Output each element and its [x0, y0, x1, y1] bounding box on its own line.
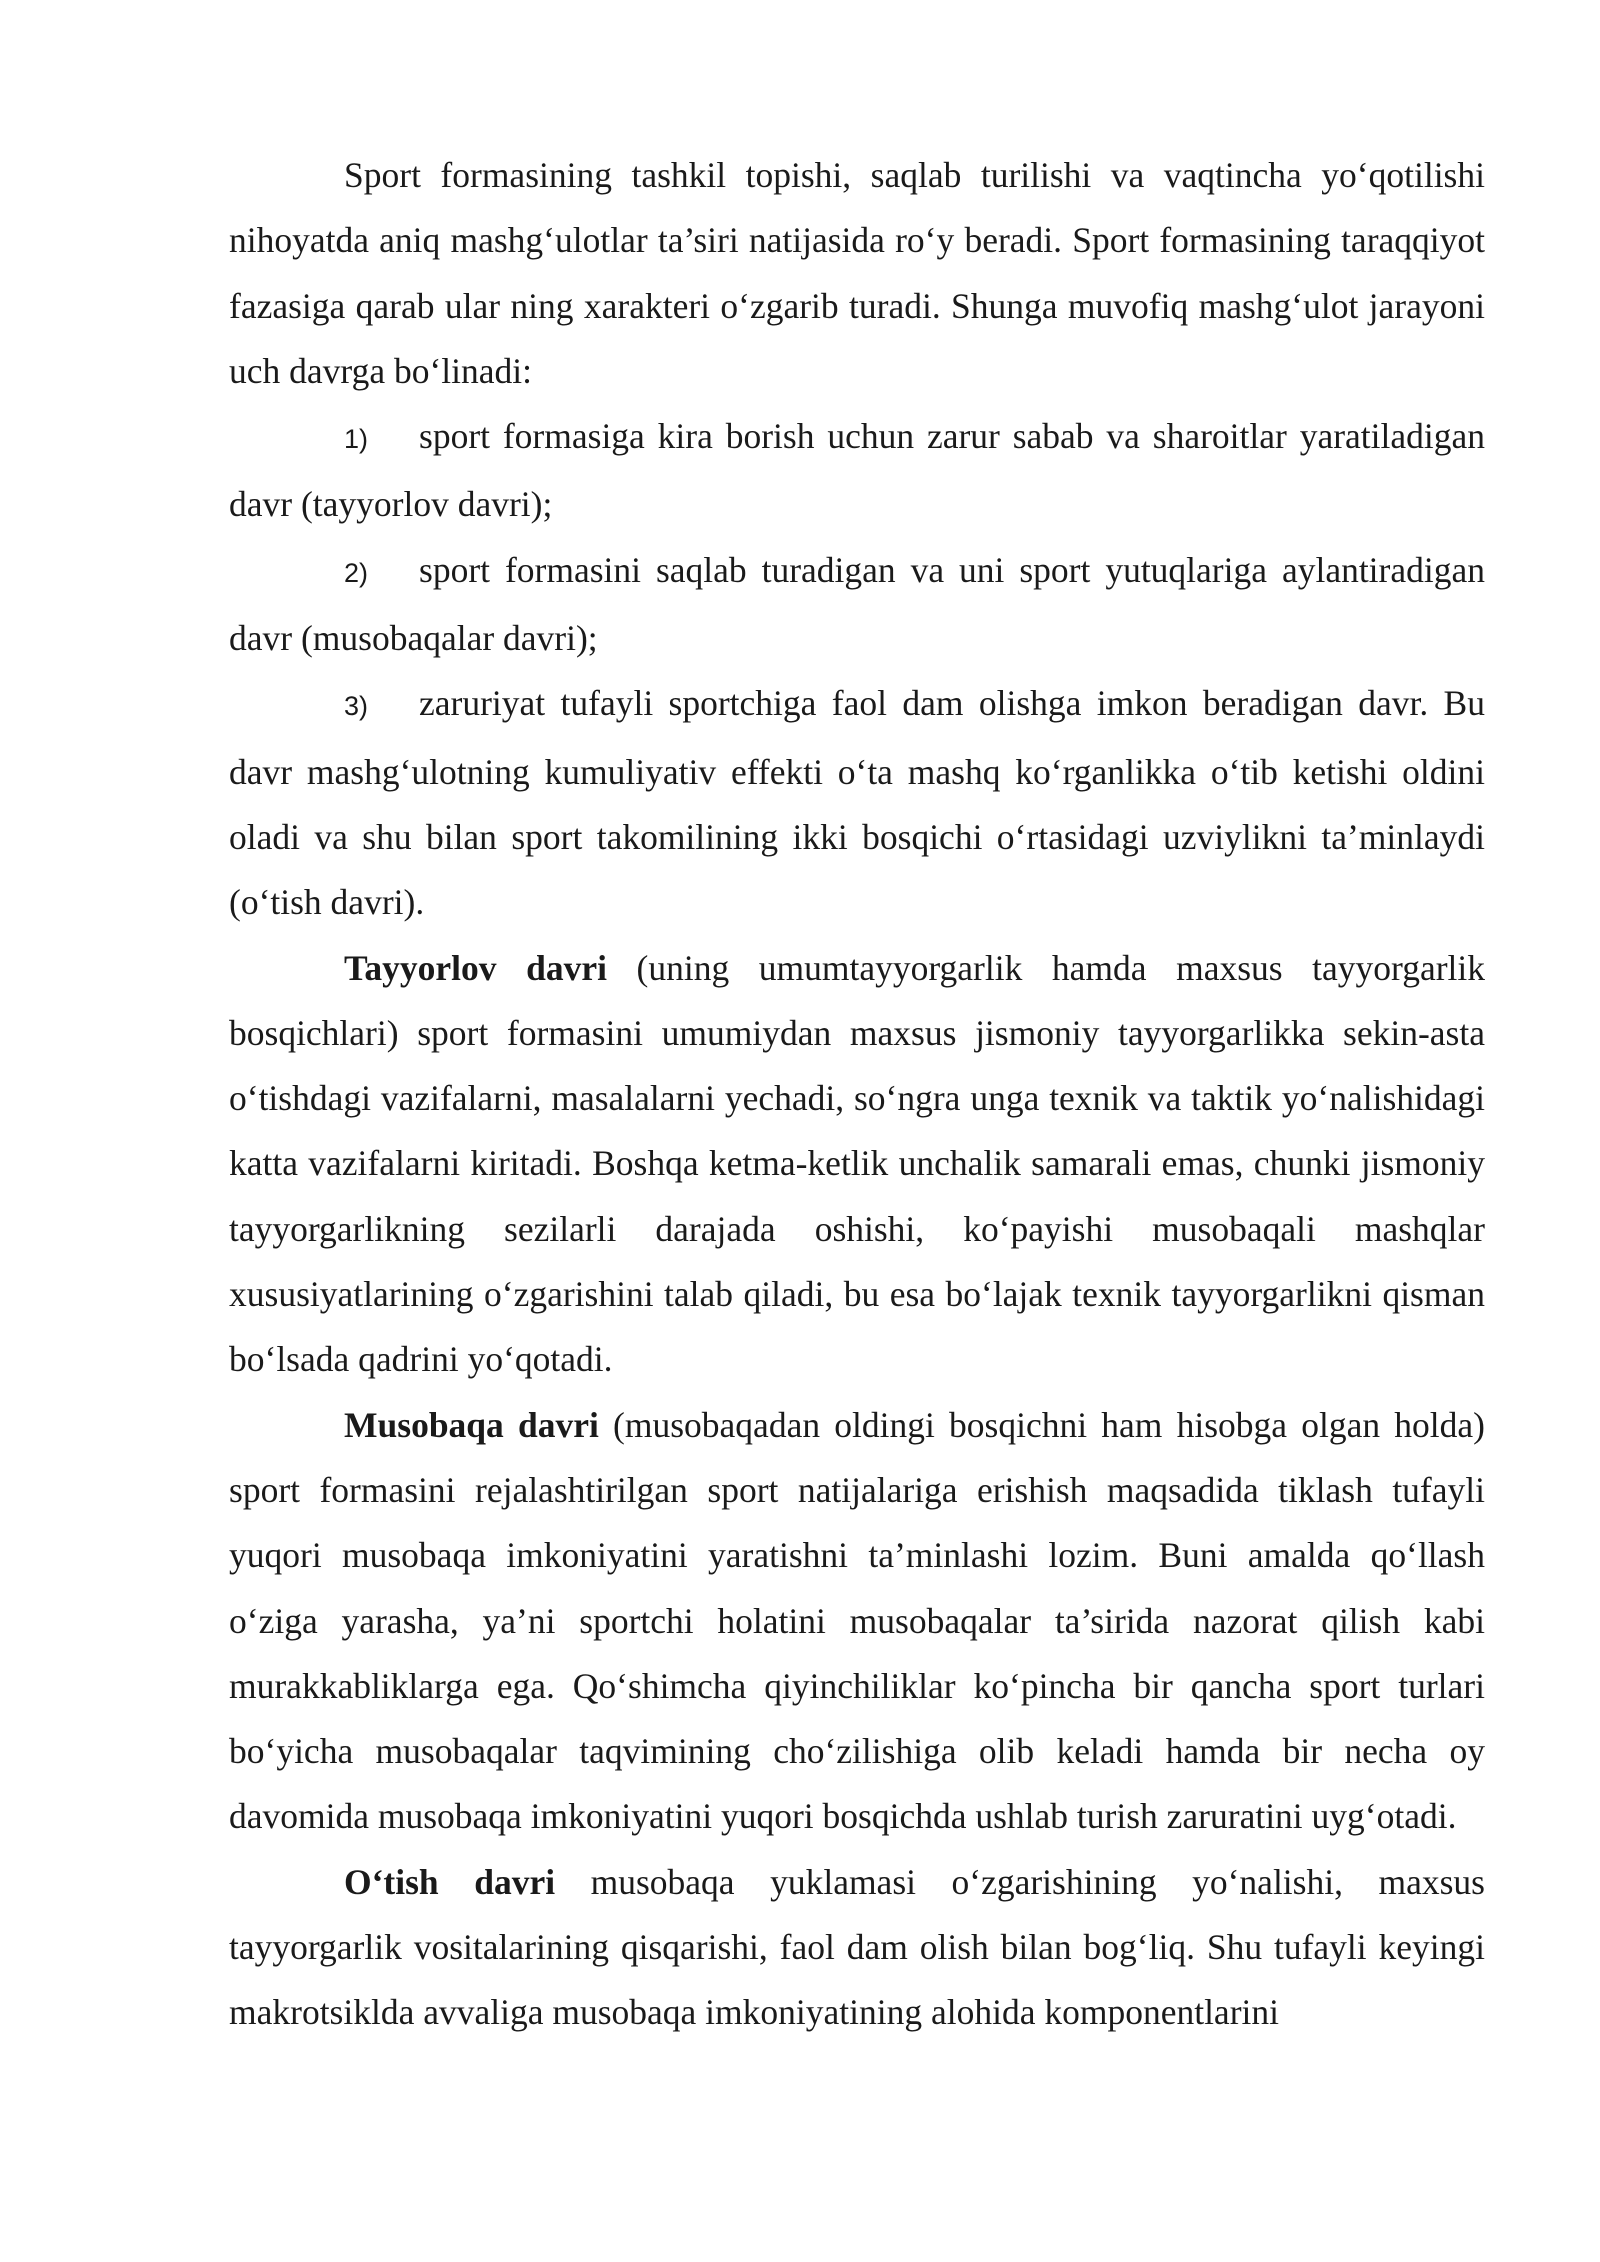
otish-paragraph: [229, 1850, 1485, 2046]
list-item-text: zaruriyat tufayli sportchiga faol dam olishga imkon beradigan davr. Bu davr mashg‘ulotning kumuliyativ effekti o‘ta mashq ko‘rganlikka o‘tib ketishi oldini oladi va shu bilan sport takomilining ikki bosqichi o‘rtasidagi uzviylikni ta’minlaydi (o‘tish davri).: [229, 683, 1485, 923]
list-item-text: sport formasiga kira borish uchun zarur sabab va sharoitlar yaratiladigan davr (tayyorlov davri);: [229, 416, 1485, 525]
intro-paragraph: [229, 143, 1485, 404]
musobaqa-term: Musobaqa davri: [344, 1404, 599, 1445]
otish-text: musobaqa yuklamasi o‘zgarishining yo‘nalishi, maxsus tayyorgarlik vositalarining qisqarishi, faol dam olish bilan bog‘liq. Shu tufayli keyingi makrotsiklda avvaliga musobaqa imkoniyatining alohida komponentlarini: [229, 1861, 1485, 2033]
otish-term: O‘tish davri: [344, 1861, 556, 1902]
musobaqa-text: (musobaqadan oldingi bosqichni ham hisobga olgan holda) sport formasini rejalashtirilgan sport natijalariga erishish maqsadida tiklash tufayli yuqori musobaqa imkoniyatini yaratishni ta’minlashi lozim. Buni amalda qo‘llash o‘ziga yarasha, ya’ni sportchi holatini musobaqalar ta’sirida nazorat qilish kabi murakkabliklarga ega. Qo‘shimcha qiyinchiliklar ko‘pincha bir qancha sport turlari bo‘yicha musobaqalar taqvimining cho‘zilishiga olib keladi hamda bir necha oy davomida musobaqa imkoniyatini yuqori bosqichda ushlab turish zaruratini uyg‘otadi.: [229, 1404, 1485, 1837]
intro-text: Sport formasining tashkil topishi, saqlab turilishi va vaqtincha yo‘qotilishi nihoyatda aniq mashg‘ulotlar ta’siri natijasida ro‘y beradi. Sport formasining taraqqiyot fazasiga qarab ular ning xarakteri o‘zgarib turadi. Shunga muvofiq mashg‘ulot jarayoni uch davrga bo‘linadi:: [229, 155, 1485, 391]
list-item-2: [229, 538, 1485, 672]
tayyorlov-paragraph: [229, 936, 1485, 1393]
list-item-3: [229, 671, 1485, 935]
list-number: 1): [344, 424, 369, 455]
list-item-text: sport formasini saqlab turadigan va uni sport yutuqlariga aylantiradigan davr (musobaqalar davri);: [229, 549, 1485, 659]
list-item-1: [229, 404, 1485, 538]
list-number: 3): [344, 691, 369, 722]
musobaqa-paragraph: [229, 1393, 1485, 1850]
document-body: [229, 143, 1485, 2046]
tayyorlov-text: (uning umumtayyorgarlik hamda maxsus tayyorgarlik bosqichlari) sport formasini umumiydan maxsus jismoniy tayyorgarlikka sekin-asta o‘tishdagi vazifalarni, masalalarni yechadi, so‘ngra unga texnik va taktik yo‘nalishidagi katta vazifalarni kiritadi. Boshqa ketma-ketlik unchalik samarali emas, chunki jismoniy tayyorgarlikning sezilarli darajada oshishi, ko‘payishi musobaqali mashqlar xususiyatlarining o‘zgarishini talab qiladi, bu esa bo‘lajak texnik tayyorgarlikni qisman bo‘lsada qadrini yo‘qotadi.: [229, 947, 1486, 1380]
tayyorlov-term: Tayyorlov davri: [344, 947, 607, 988]
list-number: 2): [344, 557, 369, 588]
